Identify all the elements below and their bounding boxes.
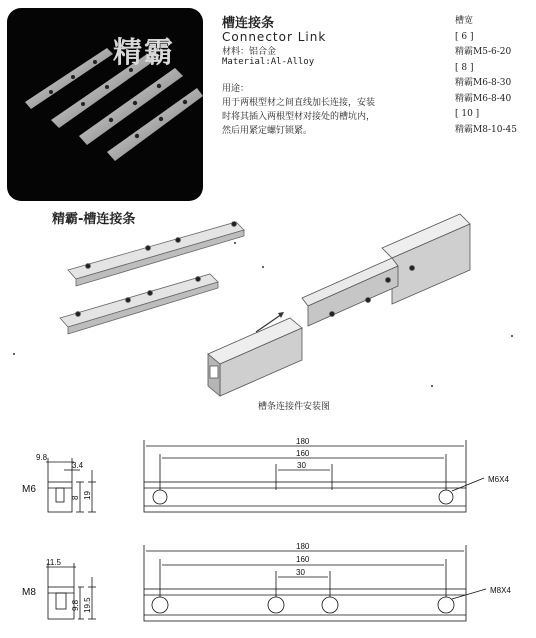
- dim-height: 19: [83, 491, 92, 500]
- spec-item: [ 8 ]: [455, 62, 474, 73]
- dim-span: 160: [296, 449, 310, 458]
- dim-inner: 30: [297, 461, 306, 470]
- install-caption: 槽条连接件安装图: [258, 402, 331, 412]
- spec-item: 精霸M8-10-45: [455, 124, 517, 135]
- material-en: Material:Al-Alloy: [222, 57, 315, 67]
- technical-drawing-m8: [0, 537, 536, 638]
- dim-total: 180: [296, 542, 310, 551]
- usage-line: 然后用紧定螺钉锁紧。: [222, 126, 313, 136]
- dim-inner: 30: [296, 568, 305, 577]
- bar-4: [107, 88, 203, 161]
- strip-elevation-m8: [144, 545, 486, 621]
- thread-label: M6: [22, 484, 36, 495]
- dim-slot: 3.4: [72, 461, 84, 470]
- bar-3: [79, 68, 183, 145]
- usage-line: 时将其插入两根型材对接处的槽坑内，: [222, 112, 376, 122]
- product-photo: [7, 8, 203, 201]
- usage-block: [222, 82, 375, 138]
- spec-item: [ 10 ]: [455, 109, 480, 119]
- material: [222, 47, 314, 67]
- spec-label: 槽宽: [455, 16, 474, 26]
- cross-section-m6: [46, 458, 96, 512]
- dim-width: 11.5: [46, 558, 61, 567]
- spec-item: [ 6 ]: [455, 31, 474, 42]
- installation-illustration: [0, 210, 536, 400]
- connector-strip-1: [68, 222, 244, 287]
- spec-list: [455, 14, 517, 138]
- thread-label: M8: [22, 587, 36, 598]
- usage-label: 用途：: [222, 84, 250, 94]
- profile-joint: [302, 214, 470, 326]
- profile-block: [208, 318, 302, 396]
- dim-total: 180: [296, 437, 310, 446]
- spec-item: 精霸M5-6-20: [455, 47, 512, 57]
- product-title-zh: 槽连接条: [222, 16, 275, 31]
- spec-item: 精霸M6-8-40: [455, 93, 512, 104]
- strip-elevation-m6: [144, 440, 484, 512]
- thread-callout: M6X4: [488, 475, 509, 484]
- dim-width: 9.8: [36, 453, 48, 462]
- section-title: 精霸-槽连接条: [52, 212, 136, 227]
- dim-height-inner: 8: [71, 495, 80, 500]
- spec-item: 精霸M6-8-30: [455, 78, 512, 88]
- product-title-en: Connector Link: [222, 30, 327, 44]
- dim-height: 19.5: [83, 597, 92, 613]
- dim-span: 160: [296, 555, 310, 564]
- usage-line: 用于两根型材之间直线加长连接，安装: [222, 98, 376, 108]
- technical-drawing-m6: [0, 430, 536, 530]
- thread-callout: M8X4: [490, 586, 511, 595]
- material-zh: 材料：铝合金: [222, 47, 277, 57]
- dim-height-inner: 9.8: [71, 599, 80, 611]
- watermark: 精霸: [113, 35, 176, 69]
- bar-1: [25, 48, 113, 109]
